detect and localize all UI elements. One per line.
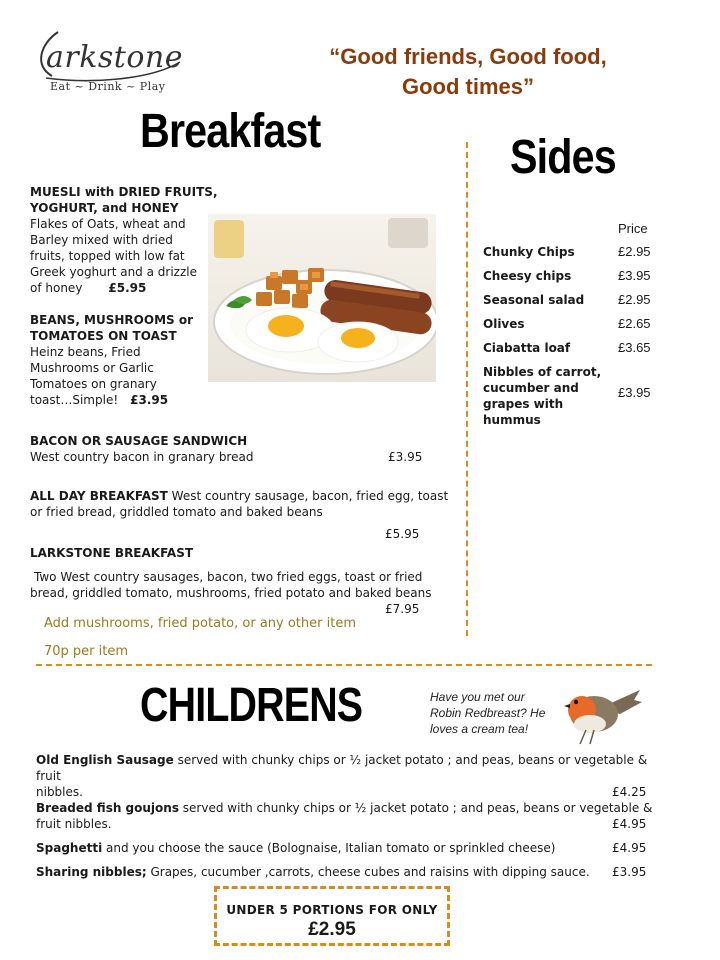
- logo-wordmark: arkstone: [46, 40, 183, 75]
- item-price: £7.95: [385, 602, 420, 616]
- side-name: Ciabatta loaf: [483, 341, 571, 355]
- logo-tagline: Eat ~ Drink ~ Play: [50, 80, 166, 93]
- kids-item-price: £4.25: [612, 785, 647, 799]
- item-name: ALL DAY BREAKFAST: [30, 489, 168, 503]
- side-name: cucumber and: [483, 381, 579, 395]
- kids-item-fish-goujons: [36, 800, 668, 832]
- addon-note: Add mushrooms, fried potato, or any other item: [44, 616, 356, 631]
- item-desc: Tomatoes on granary: [30, 377, 157, 391]
- breakfast-heading: Breakfast: [140, 105, 321, 158]
- item-desc: Mushrooms or Garlic: [30, 361, 154, 375]
- kids-item-name: Spaghetti: [36, 841, 103, 855]
- menu-item-larkstone-breakfast: [30, 545, 450, 617]
- item-desc: West country sausage, bacon, fried egg, toast: [171, 489, 449, 503]
- side-name: grapes with: [483, 397, 564, 411]
- sides-price-header: Price: [618, 221, 648, 236]
- item-desc: Barley mixed with dried: [30, 233, 173, 247]
- menu-item-bacon-sandwich: [30, 433, 440, 465]
- menu-item-beans-on-toast: [30, 312, 440, 408]
- childrens-heading: CHILDRENS: [140, 679, 363, 732]
- item-name: LARKSTONE BREAKFAST: [30, 546, 194, 560]
- robin-note-line: Have you met our: [430, 690, 525, 704]
- under-five-label: UNDER 5 PORTIONS FOR ONLY: [226, 903, 438, 917]
- item-desc: fruits, topped with low fat: [30, 249, 185, 263]
- item-name: TOMATOES ON TOAST: [30, 329, 177, 343]
- item-desc: toast…Simple!: [30, 393, 119, 407]
- item-price: £3.95: [130, 393, 169, 407]
- sides-heading: Sides: [510, 131, 616, 184]
- horizontal-divider: [36, 664, 652, 666]
- under-five-box: [214, 886, 450, 946]
- item-desc: Two West country sausages, bacon, two fried eggs, toast or fried: [34, 570, 423, 584]
- kids-item-desc: served with chunky chips or ½ jacket potato ; and peas, beans or vegetable & fruit: [36, 753, 648, 783]
- slogan-line-1: “Good friends, Good food,: [329, 44, 607, 69]
- vertical-divider: [466, 142, 468, 636]
- kids-item-price: £4.95: [612, 817, 647, 831]
- kids-item-desc: fruit nibbles.: [36, 817, 112, 831]
- slogan-line-2: Good times”: [401, 74, 534, 99]
- under-five-price: £2.95: [308, 919, 356, 940]
- robin-note: [430, 689, 570, 737]
- side-name: hummus: [483, 413, 541, 427]
- item-desc: Greek yoghurt and a drizzle: [30, 265, 197, 279]
- robin-icon: [560, 680, 644, 746]
- item-desc: or fried bread, griddled tomato and baked beans: [30, 505, 323, 519]
- robin-note-line: loves a cream tea!: [430, 722, 529, 736]
- side-name: Cheesy chips: [483, 269, 572, 283]
- kids-item-spaghetti: [36, 840, 668, 856]
- item-desc: of honey: [30, 281, 83, 295]
- kids-item-sausage: [36, 752, 668, 800]
- side-name: Chunky Chips: [483, 245, 575, 259]
- menu-item-muesli: [30, 184, 440, 296]
- side-price: £2.95: [618, 292, 651, 307]
- kids-item-name: Breaded fish goujons: [36, 801, 179, 815]
- kids-item-desc: Grapes, cucumber ,carrots, cheese cubes and raisins with dipping sauce.: [146, 865, 590, 879]
- side-name: Seasonal salad: [483, 293, 585, 307]
- side-name: Nibbles of carrot,: [483, 365, 602, 379]
- item-name: BEANS, MUSHROOMS or: [30, 313, 193, 327]
- kids-item-price: £4.95: [612, 841, 647, 855]
- item-desc: Flakes of Oats, wheat and: [30, 217, 186, 231]
- kids-item-desc: and you choose the sauce (Bolognaise, Italian tomato or sprinkled cheese): [102, 841, 556, 855]
- kids-item-desc: nibbles.: [36, 785, 83, 799]
- item-desc: Heinz beans, Fried: [30, 345, 141, 359]
- side-name: Olives: [483, 317, 525, 331]
- kids-item-name: Old English Sausage: [36, 753, 174, 767]
- item-name: BACON OR SAUSAGE SANDWICH: [30, 434, 248, 448]
- side-price: £2.65: [618, 316, 651, 331]
- item-price: £5.95: [108, 281, 147, 295]
- item-desc: West country bacon in granary bread: [30, 450, 254, 464]
- kids-item-name: Sharing nibbles;: [36, 865, 147, 879]
- item-name: MUESLI with DRIED FRUITS,: [30, 185, 218, 199]
- side-price: £3.95: [618, 385, 651, 400]
- kids-item-desc: served with chunky chips or ½ jacket potato ; and peas, beans or vegetable &: [178, 801, 653, 815]
- addon-price-note: 70p per item: [44, 644, 129, 659]
- menu-item-all-day-breakfast: [30, 488, 450, 542]
- item-price: £3.95: [388, 450, 423, 464]
- item-name: YOGHURT, and HONEY: [30, 201, 179, 215]
- side-price: £3.95: [618, 268, 651, 283]
- kids-item-price: £3.95: [612, 865, 647, 879]
- item-price: £5.95: [385, 527, 420, 541]
- item-desc: bread, griddled tomato, mushrooms, fried potato and baked beans: [30, 586, 432, 600]
- side-price: £2.95: [618, 244, 651, 259]
- kids-item-sharing-nibbles: [36, 864, 668, 880]
- slogan: [300, 42, 636, 102]
- robin-note-line: Robin Redbreast? He: [430, 706, 546, 720]
- side-price: £3.65: [618, 340, 651, 355]
